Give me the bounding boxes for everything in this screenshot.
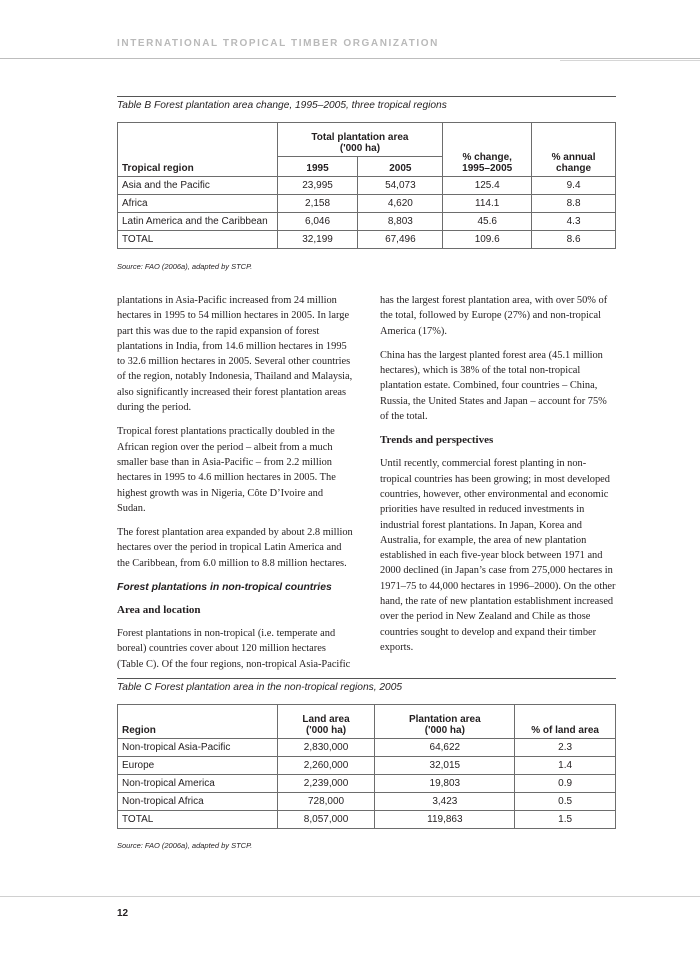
header-rule (0, 58, 700, 59)
table-b (117, 122, 616, 249)
table-c-cell-pct: 0.9 (515, 775, 616, 793)
table-b-source: Source: FAO (2006a), adapted by STCP. (117, 262, 253, 271)
paragraph: plantations in Asia-Pacific increased from 24 million hectares in 1995 to 54 million hectares in 2005. In large part this was due to the rapid expansion of forest plantations in India, from 14.6 million hectares in 1995 to 32.6 million hectares in 2005. Several other countries of the region, notably Indonesia, Thailand and Malaysia, also significantly increased their forest plantation areas during the period. (117, 295, 353, 414)
table-c-cell-land: 2,239,000 (277, 775, 375, 793)
table-row (118, 757, 616, 775)
table-c-cell-plantation: 119,863 (375, 811, 515, 829)
table-b-header-total: Total plantation area ('000 ha) (277, 123, 443, 157)
subsection-heading: Area and location (117, 604, 201, 617)
paragraph: Tropical forest plantations practically doubled in the African region over the period – albeit from a much smaller base than in Asia-Pacific – from 2.2 million hectares in 1995 to 4.6 million hectares in 2005. The highest growth was in Nigeria, Côte D’Ivoire and Sudan. (117, 426, 336, 514)
section-heading: Forest plantations in non-tropical countries (117, 582, 332, 594)
table-c-cell-land: 2,830,000 (277, 739, 375, 757)
paragraph: has the largest forest plantation area, with over 50% of the total, followed by Europe (27%) and non-tropical America (17%). (380, 295, 608, 337)
body-column-left (117, 293, 353, 681)
table-b-header-change: % change, 1995–2005 (443, 123, 532, 177)
table-b-cell-2005: 8,803 (358, 213, 443, 231)
table-c-cell-region: TOTAL (118, 811, 278, 829)
table-b-cell-change: 125.4 (443, 177, 532, 195)
table-b-header-region: Tropical region (118, 123, 278, 177)
table-b-cell-1995: 23,995 (277, 177, 358, 195)
table-c-header-plantation: Plantation area ('000 ha) (375, 705, 515, 739)
table-c-source: Source: FAO (2006a), adapted by STCP. (117, 841, 253, 850)
table-c (117, 704, 616, 829)
table-c-cell-plantation: 32,015 (375, 757, 515, 775)
table-b-cell-annual: 8.8 (532, 195, 616, 213)
paragraph: Forest plantations in non-tropical (i.e. temperate and boreal) countries cover about 120 million hectares (Table C). Of the four regions, non-tropical Asia-Pacific (117, 628, 351, 670)
table-c-cell-pct: 1.5 (515, 811, 616, 829)
table-b-cell-region: Latin America and the Caribbean (118, 213, 278, 231)
table-b-cell-1995: 32,199 (277, 231, 358, 249)
table-c-cell-pct: 0.5 (515, 793, 616, 811)
paragraph: China has the largest planted forest area (45.1 million hectares), which is 38% of the total non-tropical plantation estate. Combined, four countries – China, Russia, the United States and Japan – account for 75% of the total. (380, 349, 607, 423)
table-b-cell-change: 114.1 (443, 195, 532, 213)
table-c-header-region: Region (118, 705, 278, 739)
table-c-cell-plantation: 19,803 (375, 775, 515, 793)
table-c-cell-region: Europe (118, 757, 278, 775)
header-rule-accent (560, 60, 700, 61)
table-row (118, 811, 616, 829)
paragraph: Until recently, commercial forest planting in non-tropical countries has been growing; in most developed countries, however, other environmental and economic priorities have resulted in reduced investments in industrial forest plantations. In Japan, Korea and Australia, for example, the area of new plantation established in each five-year block between 1971 and 2000 declined (in Japan’s case from 275,000 hectares in 1971–75 to 44,000 hectares in 1996–2000). On the other hand, the rate of new plantation establishment increased over the period in New Zealand and Chile as those countries sought to develop and expand their timber exports. (380, 458, 616, 653)
table-c-top-rule (117, 678, 616, 679)
table-c-cell-region: Non-tropical America (118, 775, 278, 793)
table-c-cell-plantation: 3,423 (375, 793, 515, 811)
table-b-cell-region: TOTAL (118, 231, 278, 249)
table-c-cell-region: Non-tropical Asia-Pacific (118, 739, 278, 757)
table-c-cell-pct: 2.3 (515, 739, 616, 757)
table-b-header-2005: 2005 (358, 157, 443, 177)
running-header: INTERNATIONAL TROPICAL TIMBER ORGANIZATION (117, 38, 440, 49)
body-column-right (380, 293, 616, 664)
table-c-cell-pct: 1.4 (515, 757, 616, 775)
table-b-cell-region: Asia and the Pacific (118, 177, 278, 195)
table-c-cell-region: Non-tropical Africa (118, 793, 278, 811)
table-c-cell-plantation: 64,622 (375, 739, 515, 757)
table-b-cell-change: 45.6 (443, 213, 532, 231)
table-b-cell-2005: 4,620 (358, 195, 443, 213)
table-b-cell-annual: 9.4 (532, 177, 616, 195)
table-b-header-1995: 1995 (277, 157, 358, 177)
table-row (118, 195, 616, 213)
table-row (118, 177, 616, 195)
table-b-cell-1995: 2,158 (277, 195, 358, 213)
table-c-header-land: Land area ('000 ha) (277, 705, 375, 739)
footer-rule (0, 896, 700, 897)
table-b-cell-2005: 67,496 (358, 231, 443, 249)
table-c-header-pct: % of land area (515, 705, 616, 739)
subsection-heading: Trends and perspectives (380, 434, 494, 447)
table-row (118, 213, 616, 231)
table-b-cell-region: Africa (118, 195, 278, 213)
table-c-cell-land: 8,057,000 (277, 811, 375, 829)
table-b-cell-2005: 54,073 (358, 177, 443, 195)
table-row (118, 739, 616, 757)
paragraph: The forest plantation area expanded by about 2.8 million hectares over the period in tropical Latin America and the Caribbean, from 6.0 million to 8.8 million hectares. (117, 527, 353, 569)
page-number: 12 (117, 908, 129, 919)
table-c-cell-land: 2,260,000 (277, 757, 375, 775)
table-b-cell-annual: 8.6 (532, 231, 616, 249)
table-b-cell-1995: 6,046 (277, 213, 358, 231)
table-b-header-annual: % annual change (532, 123, 616, 177)
table-row (118, 793, 616, 811)
table-c-caption: Table C Forest plantation area in the non-tropical regions, 2005 (117, 682, 403, 693)
table-c-cell-land: 728,000 (277, 793, 375, 811)
table-row (118, 775, 616, 793)
table-b-cell-change: 109.6 (443, 231, 532, 249)
table-b-cell-annual: 4.3 (532, 213, 616, 231)
table-b-caption: Table B Forest plantation area change, 1995–2005, three tropical regions (117, 100, 447, 111)
table-b-top-rule (117, 96, 616, 97)
table-row (118, 231, 616, 249)
